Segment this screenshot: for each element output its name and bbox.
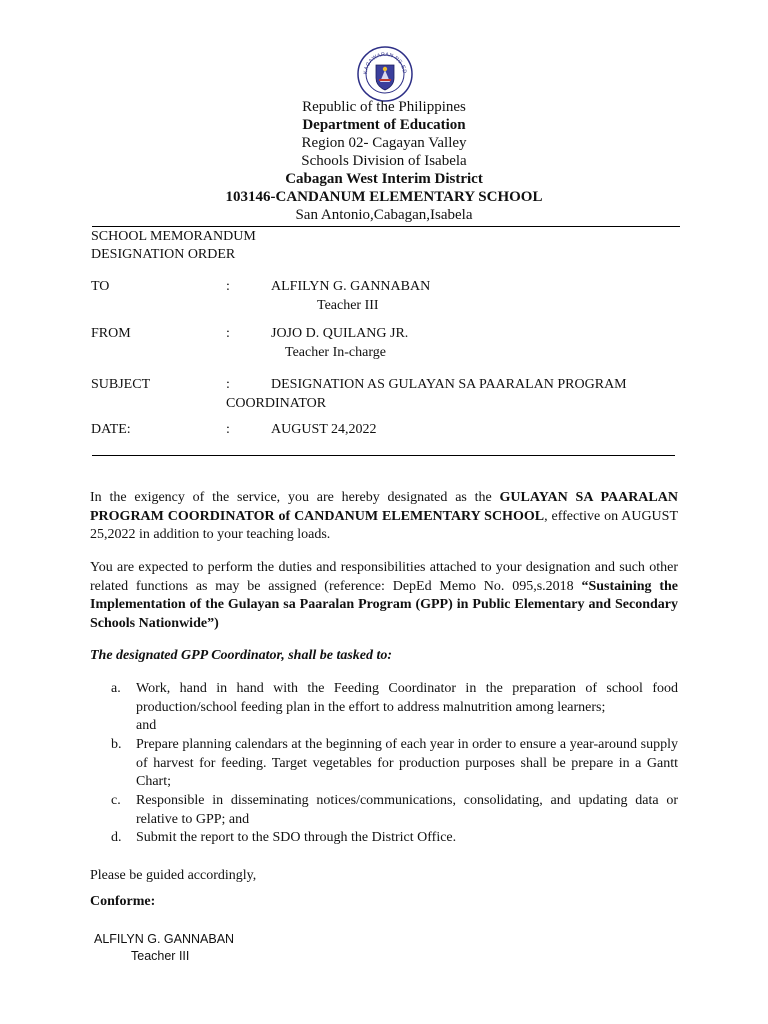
list-item-a-mark: a.	[111, 681, 121, 696]
header-region: Region 02- Cagayan Valley	[301, 135, 467, 151]
list-item-d-text: Submit the report to the SDO through the District Office.	[136, 830, 457, 845]
date-label: DATE:	[91, 422, 131, 437]
date-colon: :	[226, 422, 230, 437]
closing-line: Please be guided accordingly,	[90, 868, 257, 883]
list-item-a-extra: and	[136, 718, 157, 733]
list-item-b-mark: b.	[111, 737, 122, 752]
deped-seal	[357, 46, 413, 102]
list-item-b-text: Prepare planning calendars at the beginning of each year in order to ensure a year-around supply of harvest for feeding. Target vegetables for production purposes shall be prepare in a Gantt Chart;	[136, 737, 678, 790]
paragraph-designation-lead: In the exigency of the service, you are hereby designated as the	[90, 490, 500, 505]
seal-text: KAGAWARAN NG ED	[362, 51, 408, 75]
memo-subtype: DESIGNATION ORDER	[91, 247, 236, 262]
to-colon: :	[226, 279, 230, 294]
paragraph-designation-bold: GULAYAN SA PAARALAN PROGRAM COORDINATOR of CANDANUM ELEMENTARY SCHOOL	[90, 490, 678, 524]
list-item-a-text: Work, hand in hand with the Feeding Coordinator in the preparation of school food production/school feeding plan in the effort to address malnutrition among learners;	[136, 681, 678, 715]
memo-divider	[92, 455, 675, 456]
paragraph-duties-lead: You are expected to perform the duties and responsibilities attached to your designation and such other related functions as may be assigned (reference: DepEd Memo No. 095,s.2018	[90, 560, 678, 594]
header-department: Department of Education	[302, 117, 466, 133]
header-address: San Antonio,Cabagan,Isabela	[295, 207, 473, 223]
list-item-c-mark: c.	[111, 793, 121, 808]
to-label: TO	[91, 279, 110, 294]
subject-label: SUBJECT	[91, 377, 151, 392]
from-colon: :	[226, 326, 230, 341]
from-title: Teacher In-charge	[285, 345, 386, 360]
list-item-c-text: Responsible in disseminating notices/communications, consolidating, and updating data or relative to GPP; and	[136, 793, 678, 827]
signatory-name: ALFILYN G. GANNABAN	[94, 932, 235, 946]
header-republic: Republic of the Philippines	[302, 99, 466, 115]
paragraph-duties	[90, 559, 678, 633]
from-label: FROM	[91, 326, 131, 341]
header-divider	[92, 226, 680, 227]
conforme-label: Conforme:	[90, 894, 156, 909]
subject-line-1: DESIGNATION AS GULAYAN SA PAARALAN PROGRAM	[271, 377, 627, 392]
subject-line-2: COORDINATOR	[226, 396, 327, 411]
to-name: ALFILYN G. GANNABAN	[271, 279, 431, 294]
paragraph-designation-tail: , effective on AUGUST 25,2022 in addition to your teaching loads.	[90, 508, 679, 543]
tasks-heading: The designated GPP Coordinator, shall be tasked to:	[90, 648, 393, 663]
signatory-title: Teacher III	[131, 949, 190, 963]
paragraph-designation	[90, 489, 678, 545]
header-district: Cabagan West Interim District	[285, 171, 483, 187]
memo-type: SCHOOL MEMORANDUM	[91, 229, 256, 244]
subject-colon: :	[226, 377, 230, 392]
date-value: AUGUST 24,2022	[271, 422, 377, 437]
header-division: Schools Division of Isabela	[301, 153, 467, 169]
to-title: Teacher III	[317, 298, 379, 313]
from-name: JOJO D. QUILANG JR.	[271, 326, 409, 341]
header-school: 103146-CANDANUM ELEMENTARY SCHOOL	[225, 189, 543, 205]
paragraph-duties-reference: “Sustaining the Implementation of the Gulayan sa Paaralan Program (GPP) in Public Elementary and Secondary Schools Nationwide”)	[90, 578, 678, 631]
list-item-d-mark: d.	[111, 830, 122, 845]
